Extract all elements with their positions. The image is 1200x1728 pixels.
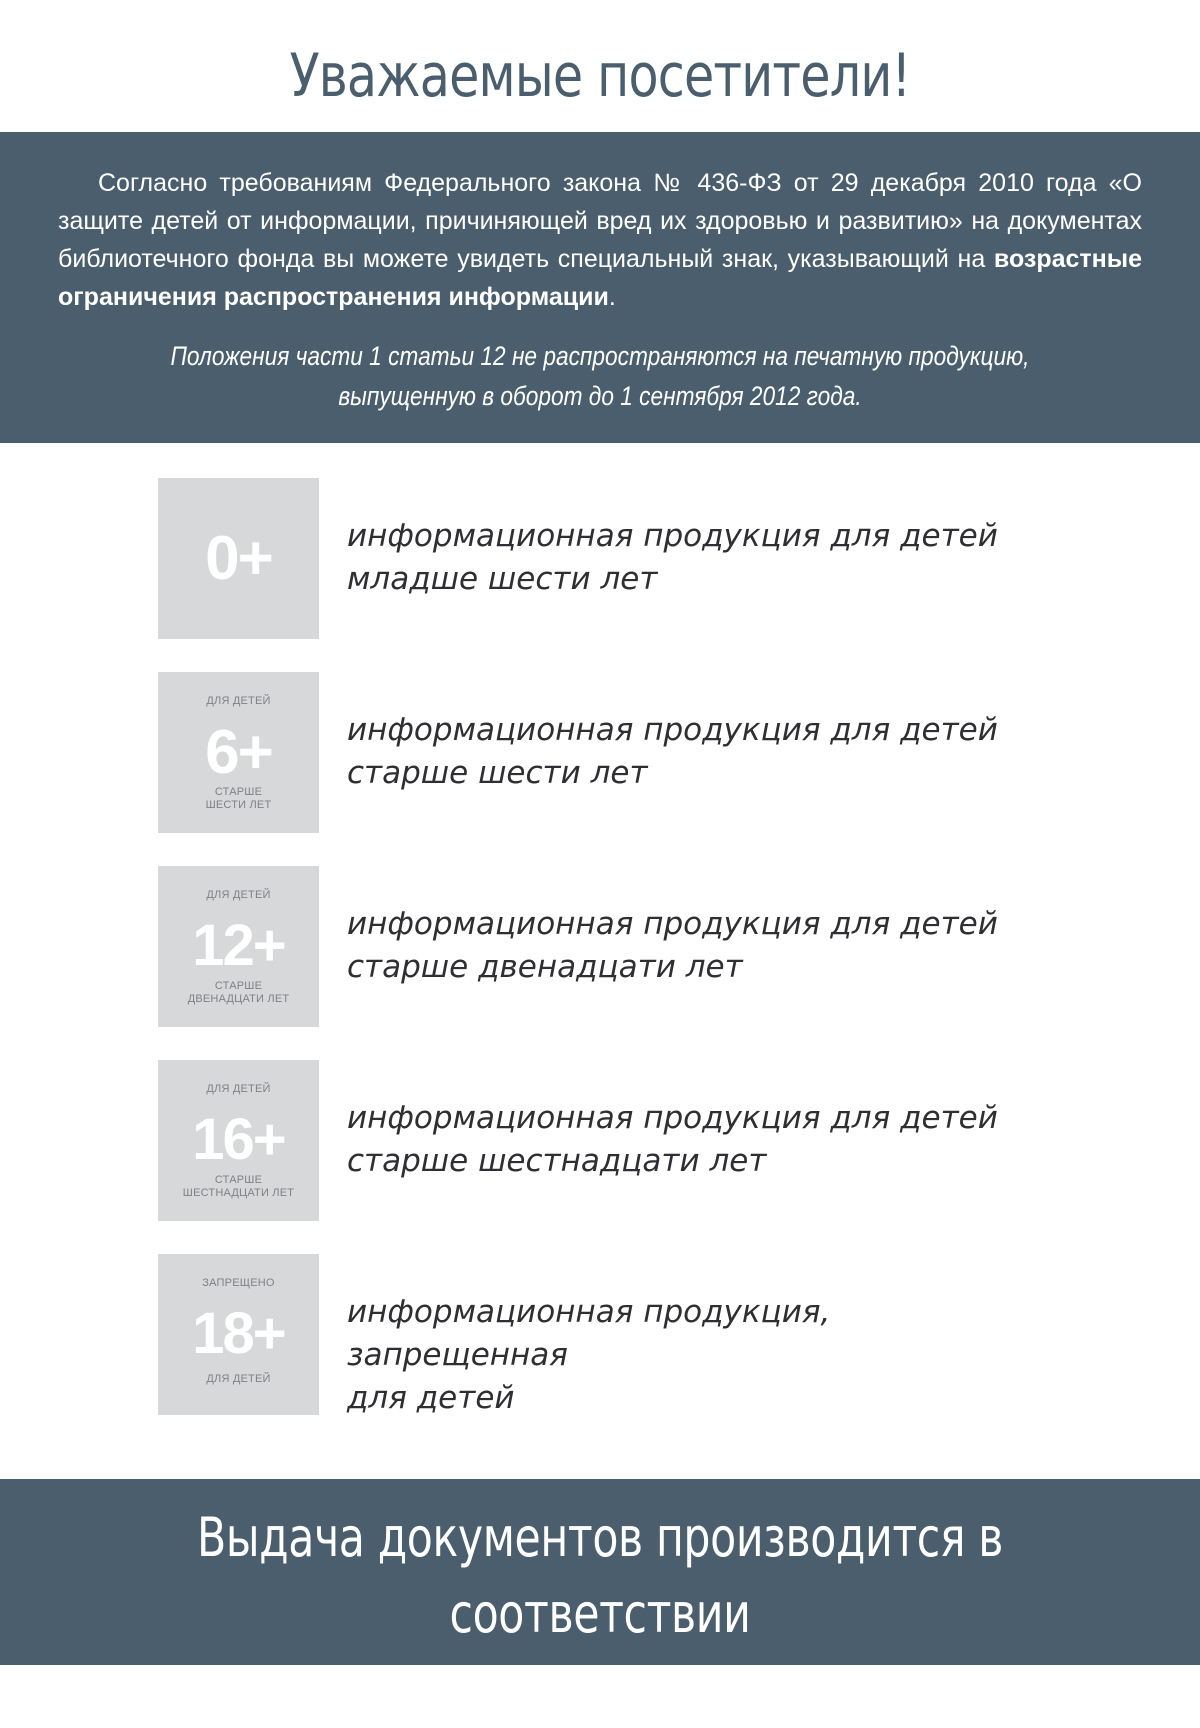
rating-description-line-1: информационная продукция, запрещенная xyxy=(347,1294,831,1373)
rating-description xyxy=(347,1097,1027,1183)
rating-bottom-line-2: ДВЕНАДЦАТИ ЛЕТ xyxy=(187,993,290,1005)
rating-description-line-2: старше двенадцати лет xyxy=(347,949,743,985)
rating-top-label: ДЛЯ ДЕТЕЙ xyxy=(206,1083,271,1095)
intro-note-line-1: Положения части 1 статьи 12 не распространяются на печатную продукцию, xyxy=(170,341,1030,371)
footer-line-1: Выдача документов производится в соответствии xyxy=(196,1506,1004,1645)
rating-top-label: ДЛЯ ДЕТЕЙ xyxy=(206,695,271,707)
rating-badge-16 xyxy=(158,1060,319,1221)
rating-row-18 xyxy=(158,1254,1058,1415)
intro-bold-text: возрастные ограничения распространения информации xyxy=(58,245,1142,311)
rating-value: 16+ xyxy=(192,1107,285,1172)
rating-bottom-label xyxy=(158,1174,319,1200)
age-ratings-list xyxy=(158,478,1058,1448)
intro-text-after: . xyxy=(608,283,616,311)
rating-description xyxy=(347,903,1027,989)
rating-bottom-line-1: СТАРШЕ xyxy=(214,1174,263,1186)
intro-text-before: Согласно требованиям Федерального закона № 436-ФЗ от 29 декабря 2010 года «О защите детей от информации, причиняющей вред их здоровью и развитию» на документах библиотечного фонда вы можете увидеть специальный знак, указывающий на xyxy=(58,169,1142,273)
rating-value: 18+ xyxy=(192,1301,285,1366)
rating-description-line-2: для детей xyxy=(347,1380,515,1416)
page-title: Уважаемые посетители! xyxy=(289,41,911,111)
rating-description-line-1: информационная продукция для детей xyxy=(347,906,998,942)
rating-description xyxy=(347,515,1027,601)
rating-description xyxy=(347,1291,1027,1420)
intro-note-line-2: выпущенную в оборот до 1 сентября 2012 года. xyxy=(338,381,862,411)
rating-row-6 xyxy=(158,672,1058,833)
rating-badge-12 xyxy=(158,866,319,1027)
rating-row-12 xyxy=(158,866,1058,1027)
intro-paragraph xyxy=(58,164,1142,316)
rating-bottom-line-1: СТАРШЕ xyxy=(214,980,263,992)
rating-description-line-1: информационная продукция для детей xyxy=(347,712,998,748)
rating-bottom-line-1: ДЛЯ ДЕТЕЙ xyxy=(206,1373,271,1385)
rating-row-0 xyxy=(158,478,1058,639)
rating-badge-18 xyxy=(158,1254,319,1415)
rating-top-label: ДЛЯ ДЕТЕЙ xyxy=(206,889,271,901)
footer-line-2: с ограничениями знака! xyxy=(331,1658,869,1721)
rating-bottom-label xyxy=(158,786,319,812)
intro-note xyxy=(96,336,1104,416)
rating-description-line-1: информационная продукция для детей xyxy=(347,518,998,554)
rating-description xyxy=(347,709,1027,795)
rating-bottom-line-1: СТАРШЕ xyxy=(214,786,263,798)
rating-row-16 xyxy=(158,1060,1058,1221)
rating-top-label: ЗАПРЕЩЕНО xyxy=(202,1277,275,1289)
rating-value: 6+ xyxy=(205,718,272,787)
rating-description-line-2: старше шести лет xyxy=(347,755,648,791)
rating-bottom-line-2: ШЕСТНАДЦАТИ ЛЕТ xyxy=(182,1187,295,1199)
rating-description-line-2: старше шестнадцати лет xyxy=(347,1143,767,1179)
rating-badge-6 xyxy=(158,672,319,833)
rating-bottom-label xyxy=(158,1373,319,1386)
footer-message xyxy=(126,1500,1074,1728)
rating-value: 0+ xyxy=(205,524,272,593)
rating-description-line-2: младше шести лет xyxy=(347,561,658,597)
rating-badge-0 xyxy=(158,478,319,639)
rating-bottom-line-2: ШЕСТИ ЛЕТ xyxy=(205,799,272,811)
rating-bottom-label xyxy=(158,980,319,1006)
rating-value: 12+ xyxy=(192,913,285,978)
rating-description-line-1: информационная продукция для детей xyxy=(347,1100,998,1136)
